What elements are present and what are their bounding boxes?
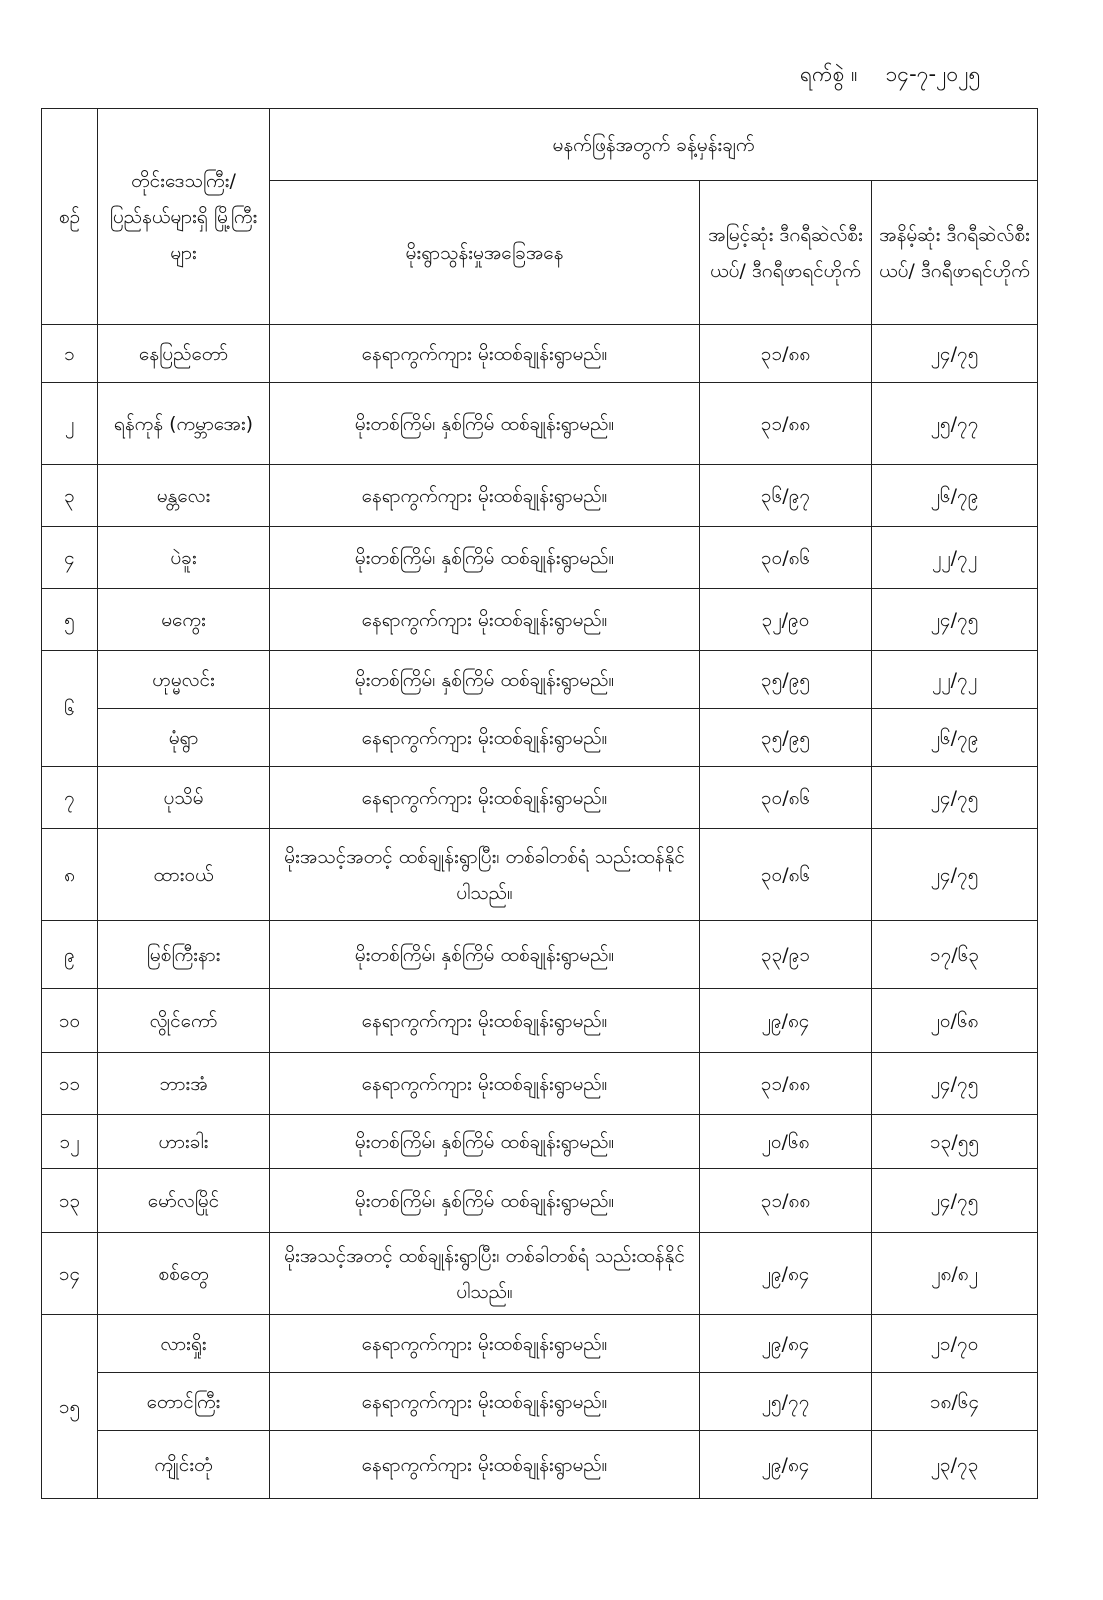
city-name: ကျိုင်းတုံ [98, 1431, 270, 1499]
table-row [42, 767, 1038, 829]
header-forecast-group: မနက်ဖြန်အတွက် ခန့်မှန်းချက် [270, 109, 1038, 181]
serial-number: ၆ [42, 651, 98, 767]
min-temp: ၂၂/၇၂ [872, 527, 1038, 589]
city-name: ဟားခါး [98, 1115, 270, 1169]
table-row [42, 325, 1038, 383]
rain-condition: နေရာကွက်ကျား မိုးထစ်ချုန်းရွာမည်။ [270, 1431, 700, 1499]
serial-number: ၄ [42, 527, 98, 589]
rain-condition: နေရာကွက်ကျား မိုးထစ်ချုန်းရွာမည်။ [270, 1315, 700, 1373]
table-row [42, 465, 1038, 527]
table-row [42, 1053, 1038, 1115]
table-row [42, 1115, 1038, 1169]
serial-number: ၁၃ [42, 1169, 98, 1233]
max-temp: ၂၅/၇၇ [700, 1373, 872, 1431]
min-temp: ၂၄/၇၅ [872, 829, 1038, 921]
city-name: နေပြည်တော် [98, 325, 270, 383]
rain-condition: နေရာကွက်ကျား မိုးထစ်ချုန်းရွာမည်။ [270, 589, 700, 651]
min-temp: ၂၀/၆၈ [872, 989, 1038, 1053]
min-temp: ၂၈/၈၂ [872, 1233, 1038, 1315]
min-temp: ၂၁/၇၀ [872, 1315, 1038, 1373]
table-row [42, 383, 1038, 465]
serial-number: ၁၄ [42, 1233, 98, 1315]
city-name: လားရှိုး [98, 1315, 270, 1373]
max-temp: ၃၆/၉၇ [700, 465, 872, 527]
date-line [800, 56, 1040, 92]
rain-condition: မိုးအသင့်အတင့် ထစ်ချုန်းရွာပြီး၊ တစ်ခါတစ်ရံ သည်းထန်နိုင်ပါသည်။ [270, 829, 700, 921]
max-temp: ၃၃/၉၁ [700, 921, 872, 989]
min-temp: ၂၆/၇၉ [872, 709, 1038, 767]
serial-number: ၅ [42, 589, 98, 651]
max-temp: ၂၀/၆၈ [700, 1115, 872, 1169]
max-temp: ၃၁/၈၈ [700, 325, 872, 383]
max-temp: ၃၁/၈၈ [700, 1053, 872, 1115]
date-label: ရက်စွဲ ။ [800, 62, 858, 86]
city-name: စစ်တွေ [98, 1233, 270, 1315]
max-temp: ၂၉/၈၄ [700, 1431, 872, 1499]
serial-number: ၁၂ [42, 1115, 98, 1169]
table-row [42, 989, 1038, 1053]
min-temp: ၁၃/၅၅ [872, 1115, 1038, 1169]
header-city: တိုင်းဒေသကြီး/ ပြည်နယ်များရှိ မြို့ကြီးများ [98, 109, 270, 325]
serial-number: ၁၁ [42, 1053, 98, 1115]
table-body [42, 325, 1038, 1499]
city-name: မော်လမြိုင် [98, 1169, 270, 1233]
rain-condition: နေရာကွက်ကျား မိုးထစ်ချုန်းရွာမည်။ [270, 1373, 700, 1431]
min-temp: ၂၄/၇၅ [872, 1169, 1038, 1233]
serial-number: ၁ [42, 325, 98, 383]
city-name: ဟုမ္မလင်း [98, 651, 270, 709]
city-name: မကွေး [98, 589, 270, 651]
rain-condition: မိုးတစ်ကြိမ်၊ နှစ်ကြိမ် ထစ်ချုန်းရွာမည်။ [270, 921, 700, 989]
rain-condition: မိုးတစ်ကြိမ်၊ နှစ်ကြိမ် ထစ်ချုန်းရွာမည်။ [270, 651, 700, 709]
max-temp: ၂၉/၈၄ [700, 989, 872, 1053]
rain-condition: မိုးတစ်ကြိမ်၊ နှစ်ကြိမ် ထစ်ချုန်းရွာမည်။ [270, 527, 700, 589]
min-temp: ၂၂/၇၂ [872, 651, 1038, 709]
serial-number: ၂ [42, 383, 98, 465]
city-name: မုံရွာ [98, 709, 270, 767]
max-temp: ၂၉/၈၄ [700, 1233, 872, 1315]
header-min-temp: အနိမ့်ဆုံး ဒီဂရီဆဲလ်စီးယပ်/ ဒီဂရီဖာရင်ဟိုက် [872, 181, 1038, 325]
header-serial-no: စဉ် [42, 109, 98, 325]
serial-number: ၈ [42, 829, 98, 921]
serial-number: ၇ [42, 767, 98, 829]
rain-condition: မိုးတစ်ကြိမ်၊ နှစ်ကြိမ် ထစ်ချုန်းရွာမည်။ [270, 1169, 700, 1233]
min-temp: ၂၅/၇၇ [872, 383, 1038, 465]
max-temp: ၃၀/၈၆ [700, 527, 872, 589]
city-name: ရန်ကုန် (ကမ္ဘာအေး) [98, 383, 270, 465]
rain-condition: နေရာကွက်ကျား မိုးထစ်ချုန်းရွာမည်။ [270, 989, 700, 1053]
city-name: ပဲခူး [98, 527, 270, 589]
table-row [42, 921, 1038, 989]
header-max-temp: အမြင့်ဆုံး ဒီဂရီဆဲလ်စီးယပ်/ ဒီဂရီဖာရင်ဟိုက် [700, 181, 872, 325]
max-temp: ၃၅/၉၅ [700, 709, 872, 767]
max-temp: ၃၁/၈၈ [700, 383, 872, 465]
city-name: မန္တလေး [98, 465, 270, 527]
min-temp: ၁၈/၆၄ [872, 1373, 1038, 1431]
table-row [42, 1233, 1038, 1315]
min-temp: ၂၃/၇၃ [872, 1431, 1038, 1499]
forecast-table [41, 108, 1038, 1499]
table-row [42, 1169, 1038, 1233]
rain-condition: မိုးအသင့်အတင့် ထစ်ချုန်းရွာပြီး၊ တစ်ခါတစ်ရံ သည်းထန်နိုင်ပါသည်။ [270, 1233, 700, 1315]
table-row [42, 527, 1038, 589]
rain-condition: နေရာကွက်ကျား မိုးထစ်ချုန်းရွာမည်။ [270, 465, 700, 527]
min-temp: ၂၄/၇၅ [872, 1053, 1038, 1115]
city-name: မြစ်ကြီးနား [98, 921, 270, 989]
serial-number: ၉ [42, 921, 98, 989]
table-row [42, 651, 1038, 709]
min-temp: ၂၄/၇၅ [872, 767, 1038, 829]
table-row [42, 589, 1038, 651]
date-value: ၁၄-၇-၂၀၂၅ [885, 62, 981, 86]
table-row [42, 829, 1038, 921]
max-temp: ၃၀/၈၆ [700, 829, 872, 921]
min-temp: ၂၆/၇၉ [872, 465, 1038, 527]
rain-condition: မိုးတစ်ကြိမ်၊ နှစ်ကြိမ် ထစ်ချုန်းရွာမည်။ [270, 1115, 700, 1169]
rain-condition: နေရာကွက်ကျား မိုးထစ်ချုန်းရွာမည်။ [270, 1053, 700, 1115]
table-row [42, 1431, 1038, 1499]
max-temp: ၃၀/၈၆ [700, 767, 872, 829]
min-temp: ၂၄/၇၅ [872, 325, 1038, 383]
rain-condition: မိုးတစ်ကြိမ်၊ နှစ်ကြိမ် ထစ်ချုန်းရွာမည်။ [270, 383, 700, 465]
max-temp: ၃၂/၉၀ [700, 589, 872, 651]
min-temp: ၁၇/၆၃ [872, 921, 1038, 989]
table-row [42, 709, 1038, 767]
min-temp: ၂၄/၇၅ [872, 589, 1038, 651]
serial-number: ၁၀ [42, 989, 98, 1053]
city-name: လွိုင်ကော် [98, 989, 270, 1053]
header-rain-condition: မိုးရွာသွန်းမှုအခြေအနေ [270, 181, 700, 325]
max-temp: ၃၁/၈၈ [700, 1169, 872, 1233]
serial-number: ၁၅ [42, 1315, 98, 1499]
max-temp: ၃၅/၉၅ [700, 651, 872, 709]
city-name: ဘားအံ [98, 1053, 270, 1115]
serial-number: ၃ [42, 465, 98, 527]
city-name: ထားဝယ် [98, 829, 270, 921]
rain-condition: နေရာကွက်ကျား မိုးထစ်ချုန်းရွာမည်။ [270, 325, 700, 383]
table-row [42, 1315, 1038, 1373]
rain-condition: နေရာကွက်ကျား မိုးထစ်ချုန်းရွာမည်။ [270, 767, 700, 829]
table-row [42, 1373, 1038, 1431]
city-name: တောင်ကြီး [98, 1373, 270, 1431]
rain-condition: နေရာကွက်ကျား မိုးထစ်ချုန်းရွာမည်။ [270, 709, 700, 767]
max-temp: ၂၉/၈၄ [700, 1315, 872, 1373]
city-name: ပုသိမ် [98, 767, 270, 829]
